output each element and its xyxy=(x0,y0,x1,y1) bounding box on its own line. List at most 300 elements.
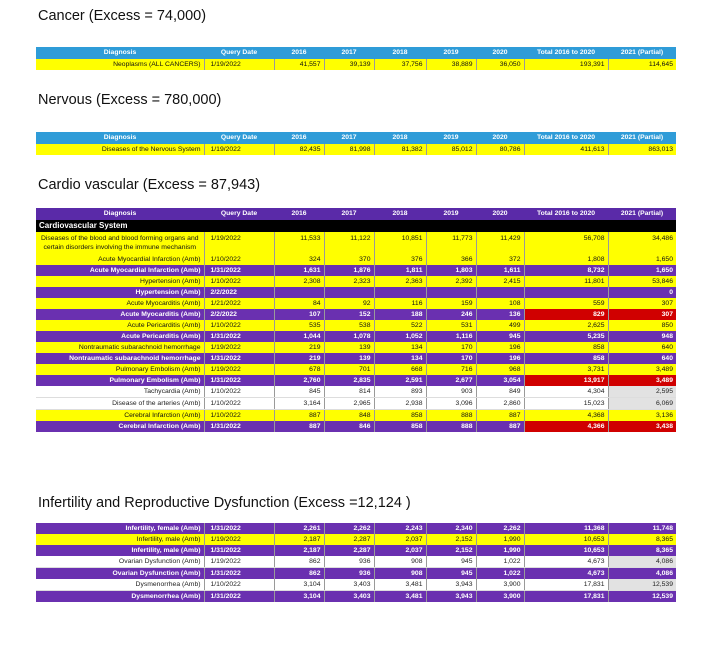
table-row xyxy=(36,276,676,287)
value-cell: 85,012 xyxy=(426,144,476,155)
query-date-cell: 1/19/2022 xyxy=(204,59,274,70)
value-cell: 945 xyxy=(426,568,476,580)
value-cell: 2,938 xyxy=(374,398,426,410)
value-cell: 3,481 xyxy=(374,579,426,591)
partial-2021-cell: 640 xyxy=(608,342,676,353)
value-cell: 136 xyxy=(476,309,524,320)
query-date-cell: 1/21/2022 xyxy=(204,298,274,309)
value-cell: 2,392 xyxy=(426,276,476,287)
partial-2021-cell: 11,748 xyxy=(608,523,676,534)
table-row xyxy=(36,144,676,155)
partial-2021-cell: 2,595 xyxy=(608,386,676,398)
table-row xyxy=(36,386,676,398)
diagnosis-cell: Pulmonary Embolism (Amb) xyxy=(36,364,204,375)
infertility-table xyxy=(36,523,676,602)
partial-2021-cell: 0 xyxy=(608,287,676,298)
value-cell: 134 xyxy=(374,353,426,364)
value-cell: 37,756 xyxy=(374,59,426,70)
query-date-cell: 1/31/2022 xyxy=(204,353,274,364)
value-cell: 668 xyxy=(374,364,426,375)
value-cell: 1,116 xyxy=(426,331,476,342)
table-row xyxy=(36,59,676,70)
value-cell: 1,052 xyxy=(374,331,426,342)
infertility-section-title: Infertility and Reproductive Dysfunction (Excess =12,124 ) xyxy=(38,495,411,511)
nervous-section-title: Nervous (Excess = 780,000) xyxy=(38,92,222,108)
value-cell: 2,340 xyxy=(426,523,476,534)
cancer-table xyxy=(36,47,676,70)
value-cell: 139 xyxy=(324,353,374,364)
value-cell: 2,287 xyxy=(324,534,374,545)
diagnosis-cell: Infertility, male (Amb) xyxy=(36,545,204,556)
total-cell: 10,653 xyxy=(524,534,608,545)
partial-2021-cell: 307 xyxy=(608,309,676,320)
value-cell: 366 xyxy=(426,254,476,265)
value-cell: 84 xyxy=(274,298,324,309)
value-cell: 11,122 xyxy=(324,232,374,254)
value-cell: 411,613 xyxy=(524,144,608,155)
value-cell: 3,403 xyxy=(324,579,374,591)
value-cell: 219 xyxy=(274,353,324,364)
value-cell: 41,557 xyxy=(274,59,324,70)
total-cell: 15,023 xyxy=(524,398,608,410)
value-cell: 862 xyxy=(274,568,324,580)
value-cell: 2,262 xyxy=(324,523,374,534)
value-cell: 858 xyxy=(374,410,426,422)
value-cell: 887 xyxy=(274,410,324,422)
value-cell: 538 xyxy=(324,320,374,331)
diagnosis-cell: Disease of the arteries (Amb) xyxy=(36,398,204,410)
value-cell: 196 xyxy=(476,353,524,364)
diagnosis-cell: Hypertension (Amb) xyxy=(36,287,204,298)
total-cell: 5,235 xyxy=(524,331,608,342)
partial-2021-cell: 3,489 xyxy=(608,364,676,375)
partial-2021-cell: 34,486 xyxy=(608,232,676,254)
query-date-cell: 1/10/2022 xyxy=(204,579,274,591)
value-cell: 535 xyxy=(274,320,324,331)
diagnosis-cell: Hypertension (Amb) xyxy=(36,276,204,287)
table-subheader-row xyxy=(36,220,676,232)
query-date-cell: 1/31/2022 xyxy=(204,331,274,342)
partial-2021-cell: 3,438 xyxy=(608,421,676,432)
query-date-cell: 1/19/2022 xyxy=(204,232,274,254)
table-row xyxy=(36,545,676,556)
value-cell: 678 xyxy=(274,364,324,375)
query-date-cell: 1/10/2022 xyxy=(204,254,274,265)
value-cell: 1,876 xyxy=(324,265,374,276)
value-cell: 2,363 xyxy=(374,276,426,287)
value-cell: 716 xyxy=(426,364,476,375)
value-cell: 2,323 xyxy=(324,276,374,287)
value-cell: 2,860 xyxy=(476,398,524,410)
value-cell: 3,104 xyxy=(274,591,324,603)
diagnosis-cell: Cerebral Infarction (Amb) xyxy=(36,421,204,432)
header-cell: Diagnosis xyxy=(36,208,204,220)
value-cell: 139 xyxy=(324,342,374,353)
total-cell: 1,808 xyxy=(524,254,608,265)
subheader-cell: Cardiovascular System xyxy=(36,220,676,232)
query-date-cell: 1/19/2022 xyxy=(204,342,274,353)
table-row xyxy=(36,342,676,353)
value-cell: 846 xyxy=(324,421,374,432)
table-row xyxy=(36,591,676,603)
value-cell: 849 xyxy=(476,386,524,398)
value-cell: 2,152 xyxy=(426,545,476,556)
value-cell xyxy=(324,287,374,298)
header-cell: 2021 (Partial) xyxy=(608,132,676,144)
query-date-cell: 1/19/2022 xyxy=(204,144,274,155)
table-row xyxy=(36,287,676,298)
partial-2021-cell: 948 xyxy=(608,331,676,342)
value-cell: 196 xyxy=(476,342,524,353)
diagnosis-cell: Nontraumatic subarachnoid hemorrhage xyxy=(36,342,204,353)
value-cell: 188 xyxy=(374,309,426,320)
partial-2021-cell: 8,365 xyxy=(608,534,676,545)
value-cell: 888 xyxy=(426,421,476,432)
partial-2021-cell: 1,650 xyxy=(608,265,676,276)
query-date-cell: 1/10/2022 xyxy=(204,398,274,410)
value-cell: 2,760 xyxy=(274,375,324,386)
diagnosis-cell: Ovarian Dysfunction (Amb) xyxy=(36,556,204,568)
query-date-cell: 1/19/2022 xyxy=(204,364,274,375)
total-cell: 11,368 xyxy=(524,523,608,534)
total-cell: 829 xyxy=(524,309,608,320)
value-cell: 2,262 xyxy=(476,523,524,534)
value-cell: 3,481 xyxy=(374,591,426,603)
value-cell: 1,631 xyxy=(274,265,324,276)
diagnosis-cell: Acute Myocarditis (Amb) xyxy=(36,309,204,320)
diagnosis-cell: Diseases of the Nervous System xyxy=(36,144,204,155)
table-row xyxy=(36,320,676,331)
diagnosis-cell: Acute Myocardial Infarction (Amb) xyxy=(36,265,204,276)
header-cell: Total 2016 to 2020 xyxy=(524,208,608,220)
diagnosis-cell: Acute Pericarditis (Amb) xyxy=(36,320,204,331)
value-cell: 845 xyxy=(274,386,324,398)
value-cell: 2,187 xyxy=(274,534,324,545)
total-cell: 11,801 xyxy=(524,276,608,287)
value-cell: 945 xyxy=(426,556,476,568)
value-cell: 3,104 xyxy=(274,579,324,591)
query-date-cell: 1/31/2022 xyxy=(204,545,274,556)
value-cell: 3,943 xyxy=(426,579,476,591)
header-cell: 2017 xyxy=(324,208,374,220)
value-cell: 370 xyxy=(324,254,374,265)
table-row xyxy=(36,398,676,410)
query-date-cell: 1/31/2022 xyxy=(204,375,274,386)
partial-2021-cell: 4,086 xyxy=(608,556,676,568)
value-cell: 2,591 xyxy=(374,375,426,386)
value-cell: 3,096 xyxy=(426,398,476,410)
total-cell: 56,708 xyxy=(524,232,608,254)
value-cell xyxy=(274,287,324,298)
table-row xyxy=(36,534,676,545)
total-cell: 559 xyxy=(524,298,608,309)
value-cell: 863,013 xyxy=(608,144,676,155)
header-cell: 2020 xyxy=(476,132,524,144)
diagnosis-cell: Diseases of the blood and blood forming organs and certain disorders involving the immune mechanism xyxy=(36,232,204,254)
value-cell: 1,611 xyxy=(476,265,524,276)
value-cell: 2,243 xyxy=(374,523,426,534)
query-date-cell: 1/10/2022 xyxy=(204,276,274,287)
header-cell: Diagnosis xyxy=(36,47,204,59)
header-cell: 2017 xyxy=(324,47,374,59)
value-cell: 11,773 xyxy=(426,232,476,254)
table-row xyxy=(36,523,676,534)
query-date-cell: 1/31/2022 xyxy=(204,523,274,534)
partial-2021-cell: 1,650 xyxy=(608,254,676,265)
partial-2021-cell: 640 xyxy=(608,353,676,364)
value-cell: 858 xyxy=(374,421,426,432)
diagnosis-cell: Infertility, female (Amb) xyxy=(36,523,204,534)
value-cell: 2,965 xyxy=(324,398,374,410)
diagnosis-cell: Neoplasms (ALL CANCERS) xyxy=(36,59,204,70)
query-date-cell: 1/10/2022 xyxy=(204,320,274,331)
header-cell: 2017 xyxy=(324,132,374,144)
query-date-cell: 1/31/2022 xyxy=(204,568,274,580)
value-cell: 1,990 xyxy=(476,545,524,556)
diagnosis-cell: Infertility, male (Amb) xyxy=(36,534,204,545)
value-cell: 862 xyxy=(274,556,324,568)
nervous-table xyxy=(36,132,676,155)
value-cell: 2,287 xyxy=(324,545,374,556)
header-cell: Query Date xyxy=(204,208,274,220)
value-cell: 219 xyxy=(274,342,324,353)
cancer-section-title: Cancer (Excess = 74,000) xyxy=(38,8,207,24)
value-cell: 2,037 xyxy=(374,534,426,545)
value-cell: 1,803 xyxy=(426,265,476,276)
value-cell: 531 xyxy=(426,320,476,331)
value-cell: 701 xyxy=(324,364,374,375)
header-cell: Query Date xyxy=(204,132,274,144)
value-cell: 1,044 xyxy=(274,331,324,342)
total-cell: 13,917 xyxy=(524,375,608,386)
value-cell: 372 xyxy=(476,254,524,265)
value-cell: 1,990 xyxy=(476,534,524,545)
header-cell: 2021 (Partial) xyxy=(608,47,676,59)
value-cell: 1,022 xyxy=(476,568,524,580)
value-cell: 3,164 xyxy=(274,398,324,410)
value-cell: 968 xyxy=(476,364,524,375)
value-cell: 324 xyxy=(274,254,324,265)
table-row xyxy=(36,331,676,342)
value-cell: 170 xyxy=(426,342,476,353)
table-row xyxy=(36,579,676,591)
table-row xyxy=(36,309,676,320)
total-cell: 4,366 xyxy=(524,421,608,432)
value-cell: 38,889 xyxy=(426,59,476,70)
diagnosis-cell: Dysmenorrhea (Amb) xyxy=(36,579,204,591)
value-cell: 3,900 xyxy=(476,591,524,603)
value-cell: 908 xyxy=(374,556,426,568)
header-cell: 2018 xyxy=(374,208,426,220)
query-date-cell: 1/31/2022 xyxy=(204,591,274,603)
table-row xyxy=(36,410,676,422)
cardio-table xyxy=(36,208,676,432)
table-header-row xyxy=(36,132,676,144)
total-cell: 4,368 xyxy=(524,410,608,422)
header-cell: 2019 xyxy=(426,132,476,144)
value-cell: 246 xyxy=(426,309,476,320)
diagnosis-cell: Nontraumatic subarachnoid hemorrhage xyxy=(36,353,204,364)
total-cell xyxy=(524,287,608,298)
header-cell: 2018 xyxy=(374,132,426,144)
partial-2021-cell: 8,365 xyxy=(608,545,676,556)
value-cell: 82,435 xyxy=(274,144,324,155)
table-row xyxy=(36,232,676,254)
partial-2021-cell: 3,489 xyxy=(608,375,676,386)
total-cell: 4,673 xyxy=(524,556,608,568)
value-cell: 2,152 xyxy=(426,534,476,545)
value-cell: 80,786 xyxy=(476,144,524,155)
partial-2021-cell: 4,086 xyxy=(608,568,676,580)
value-cell: 888 xyxy=(426,410,476,422)
table-row xyxy=(36,556,676,568)
value-cell: 11,533 xyxy=(274,232,324,254)
total-cell: 4,304 xyxy=(524,386,608,398)
value-cell: 2,677 xyxy=(426,375,476,386)
query-date-cell: 1/10/2022 xyxy=(204,410,274,422)
diagnosis-cell: Tachycardia (Amb) xyxy=(36,386,204,398)
query-date-cell: 1/31/2022 xyxy=(204,421,274,432)
value-cell: 116 xyxy=(374,298,426,309)
value-cell: 2,187 xyxy=(274,545,324,556)
header-cell: 2020 xyxy=(476,47,524,59)
value-cell: 193,391 xyxy=(524,59,608,70)
total-cell: 17,831 xyxy=(524,579,608,591)
table-row xyxy=(36,298,676,309)
partial-2021-cell: 850 xyxy=(608,320,676,331)
header-cell: Total 2016 to 2020 xyxy=(524,47,608,59)
value-cell: 2,261 xyxy=(274,523,324,534)
query-date-cell: 1/10/2022 xyxy=(204,386,274,398)
value-cell xyxy=(426,287,476,298)
table-row xyxy=(36,364,676,375)
value-cell: 3,403 xyxy=(324,591,374,603)
diagnosis-cell: Acute Myocarditis (Amb) xyxy=(36,298,204,309)
partial-2021-cell: 3,136 xyxy=(608,410,676,422)
table-header-row xyxy=(36,208,676,220)
header-cell: 2019 xyxy=(426,47,476,59)
value-cell: 522 xyxy=(374,320,426,331)
header-cell: 2016 xyxy=(274,132,324,144)
value-cell: 945 xyxy=(476,331,524,342)
value-cell xyxy=(476,287,524,298)
diagnosis-cell: Acute Myocardial Infarction (Amb) xyxy=(36,254,204,265)
value-cell: 908 xyxy=(374,568,426,580)
partial-2021-cell: 6,069 xyxy=(608,398,676,410)
value-cell: 1,811 xyxy=(374,265,426,276)
total-cell: 3,731 xyxy=(524,364,608,375)
value-cell: 1,022 xyxy=(476,556,524,568)
value-cell: 81,382 xyxy=(374,144,426,155)
header-cell: 2020 xyxy=(476,208,524,220)
diagnosis-cell: Ovarian Dysfunction (Amb) xyxy=(36,568,204,580)
value-cell: 2,037 xyxy=(374,545,426,556)
table-row xyxy=(36,375,676,386)
value-cell: 39,139 xyxy=(324,59,374,70)
cardio-section-title: Cardio vascular (Excess = 87,943) xyxy=(38,177,261,193)
value-cell: 2,415 xyxy=(476,276,524,287)
partial-2021-cell: 307 xyxy=(608,298,676,309)
table-row xyxy=(36,568,676,580)
value-cell: 3,900 xyxy=(476,579,524,591)
query-date-cell: 1/19/2022 xyxy=(204,556,274,568)
header-cell: 2018 xyxy=(374,47,426,59)
value-cell: 3,943 xyxy=(426,591,476,603)
partial-2021-cell: 12,539 xyxy=(608,591,676,603)
diagnosis-cell: Dysmenorrhea (Amb) xyxy=(36,591,204,603)
header-cell: 2021 (Partial) xyxy=(608,208,676,220)
total-cell: 2,625 xyxy=(524,320,608,331)
value-cell: 887 xyxy=(476,410,524,422)
table-row xyxy=(36,421,676,432)
table-header-row xyxy=(36,47,676,59)
value-cell xyxy=(374,287,426,298)
table-row xyxy=(36,353,676,364)
diagnosis-cell: Acute Pericarditis (Amb) xyxy=(36,331,204,342)
value-cell: 936 xyxy=(324,568,374,580)
partial-2021-cell: 53,846 xyxy=(608,276,676,287)
diagnosis-cell: Cerebral Infarction (Amb) xyxy=(36,410,204,422)
value-cell: 11,429 xyxy=(476,232,524,254)
header-cell: Query Date xyxy=(204,47,274,59)
header-cell: 2016 xyxy=(274,47,324,59)
total-cell: 858 xyxy=(524,353,608,364)
value-cell: 903 xyxy=(426,386,476,398)
value-cell: 1,078 xyxy=(324,331,374,342)
total-cell: 17,831 xyxy=(524,591,608,603)
total-cell: 8,732 xyxy=(524,265,608,276)
value-cell: 159 xyxy=(426,298,476,309)
value-cell: 170 xyxy=(426,353,476,364)
header-cell: 2016 xyxy=(274,208,324,220)
value-cell: 107 xyxy=(274,309,324,320)
query-date-cell: 2/2/2022 xyxy=(204,309,274,320)
total-cell: 4,673 xyxy=(524,568,608,580)
value-cell: 2,308 xyxy=(274,276,324,287)
value-cell: 36,050 xyxy=(476,59,524,70)
value-cell: 893 xyxy=(374,386,426,398)
query-date-cell: 1/19/2022 xyxy=(204,534,274,545)
total-cell: 10,653 xyxy=(524,545,608,556)
value-cell: 3,054 xyxy=(476,375,524,386)
total-cell: 858 xyxy=(524,342,608,353)
value-cell: 887 xyxy=(274,421,324,432)
header-cell: Total 2016 to 2020 xyxy=(524,132,608,144)
value-cell: 152 xyxy=(324,309,374,320)
value-cell: 108 xyxy=(476,298,524,309)
value-cell: 92 xyxy=(324,298,374,309)
value-cell: 81,998 xyxy=(324,144,374,155)
value-cell: 134 xyxy=(374,342,426,353)
table-row xyxy=(36,254,676,265)
query-date-cell: 1/31/2022 xyxy=(204,265,274,276)
value-cell: 2,835 xyxy=(324,375,374,386)
value-cell: 936 xyxy=(324,556,374,568)
table-row xyxy=(36,265,676,276)
header-cell: 2019 xyxy=(426,208,476,220)
value-cell: 499 xyxy=(476,320,524,331)
query-date-cell: 2/2/2022 xyxy=(204,287,274,298)
value-cell: 814 xyxy=(324,386,374,398)
value-cell: 114,645 xyxy=(608,59,676,70)
value-cell: 10,851 xyxy=(374,232,426,254)
value-cell: 887 xyxy=(476,421,524,432)
diagnosis-cell: Pulmonary Embolism (Amb) xyxy=(36,375,204,386)
partial-2021-cell: 12,539 xyxy=(608,579,676,591)
header-cell: Diagnosis xyxy=(36,132,204,144)
value-cell: 848 xyxy=(324,410,374,422)
value-cell: 376 xyxy=(374,254,426,265)
